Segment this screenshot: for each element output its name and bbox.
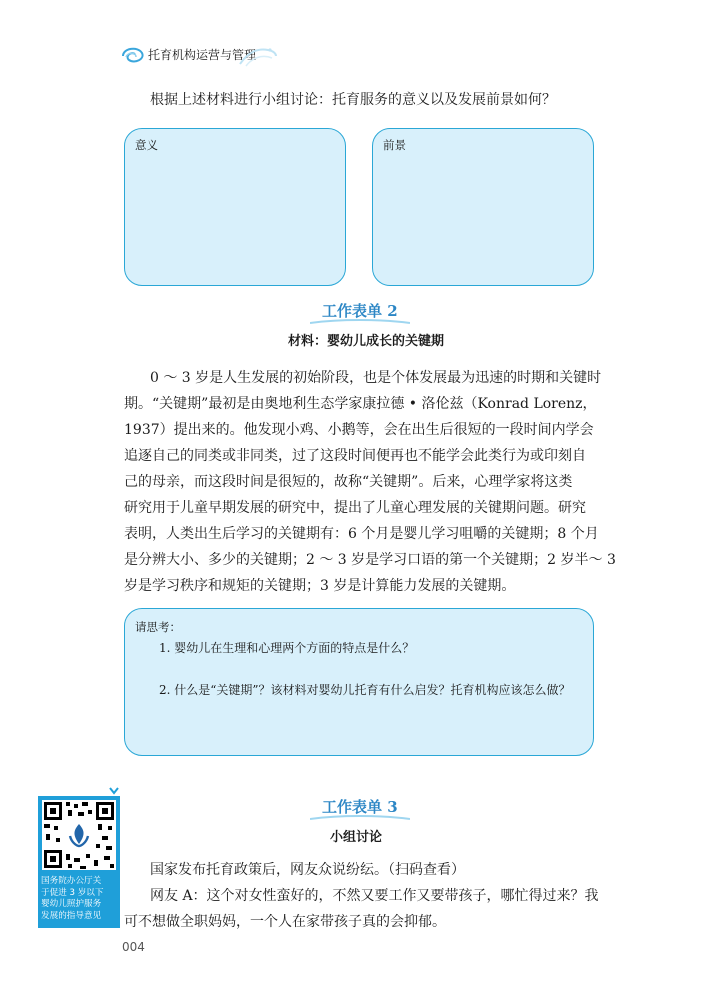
worksheet2-title bbox=[322, 300, 398, 321]
qr-caption-line: 发展的指导意见 bbox=[41, 910, 102, 921]
qr-caption-line: 婴幼儿照护服务 bbox=[41, 899, 102, 909]
worksheet3-title-text: 工作表单 3 bbox=[322, 798, 398, 816]
paragraph-line: 1937）提出来的。他发现小鸡、小鹅等，会在出生后很短的一段时间内学会 bbox=[124, 422, 594, 438]
paragraph-line: 网友 A：这个对女性蛮好的，不然又要工作又要带孩子，哪忙得过来？我 bbox=[150, 888, 599, 904]
title-underline-decoration bbox=[310, 318, 410, 325]
qr-code-panel[interactable] bbox=[38, 796, 120, 928]
paragraph-line: 可不想做全职妈妈，一个人在家带孩子真的会抑郁。 bbox=[124, 914, 446, 930]
title-underline-decoration bbox=[310, 814, 410, 821]
qr-caption-line: 于促进 3 岁以下 bbox=[41, 887, 104, 898]
think-box[interactable] bbox=[124, 608, 594, 756]
paragraph-line: 0 ～ 3 岁是人生发展的初始阶段，也是个体发展最为迅速的时期和关键时 bbox=[150, 370, 602, 386]
wave-decoration-icon bbox=[238, 44, 278, 70]
qr-code-icon[interactable] bbox=[42, 800, 116, 870]
paragraph-line: 追逐自己的同类或非同类，过了这段时间便再也不能学会此类行为或印刻自 bbox=[124, 448, 586, 464]
worksheet3-subtitle: 小组讨论 bbox=[330, 830, 383, 845]
meaning-label: 意义 bbox=[135, 138, 158, 152]
paragraph-line: 研究用于儿童早期发展的研究中，提出了儿童心理发展的关键期问题。研究 bbox=[124, 500, 586, 516]
worksheet2-title-text: 工作表单 2 bbox=[322, 302, 398, 320]
think-question-2: 2. 什么是“关键期”？该材料对婴幼儿托育有什么启发？托育机构应该怎么做？ bbox=[159, 683, 571, 697]
worksheet2-subtitle: 材料：婴幼儿成长的关键期 bbox=[288, 334, 445, 349]
qr-caption-line: 国务院办公厅关 bbox=[41, 876, 102, 886]
intro-question: 根据上述材料进行小组讨论：托育服务的意义以及发展前景如何？ bbox=[150, 92, 556, 108]
paragraph-line: 期。“关键期”最初是由奥地利生态学家康拉德 • 洛伦兹（Konrad Lorenz， bbox=[124, 396, 597, 412]
meaning-box[interactable] bbox=[124, 128, 346, 286]
chevron-down-icon bbox=[108, 786, 120, 796]
think-question-1: 1. 婴幼儿在生理和心理两个方面的特点是什么？ bbox=[159, 641, 415, 655]
think-title: 请思考： bbox=[135, 620, 181, 634]
worksheet3-title bbox=[322, 796, 398, 817]
swirl-logo-icon bbox=[120, 44, 146, 66]
prospect-label: 前景 bbox=[383, 138, 406, 152]
prospect-box[interactable] bbox=[372, 128, 594, 286]
header-title: 托育机构运营与管理 bbox=[148, 48, 257, 62]
paragraph-line: 己的母亲，而这段时间是很短的，故称“关键期”。后来，心理学家将这类 bbox=[124, 474, 573, 490]
paragraph-line: 表明，人类出生后学习的关键期有：6 个月是婴儿学习咀嚼的关键期；8 个月 bbox=[124, 526, 599, 542]
paragraph-line: 国家发布托育政策后，网友众说纷纭。（扫码查看） bbox=[150, 862, 465, 878]
paragraph-line: 岁是学习秩序和规矩的关键期；3 岁是计算能力发展的关键期。 bbox=[124, 578, 516, 594]
paragraph-line: 是分辨大小、多少的关键期；2 ～ 3 岁是学习口语的第一个关键期；2 岁半～ 3 bbox=[124, 552, 616, 568]
qr-caption bbox=[41, 876, 119, 922]
page-number: 004 bbox=[122, 940, 145, 954]
